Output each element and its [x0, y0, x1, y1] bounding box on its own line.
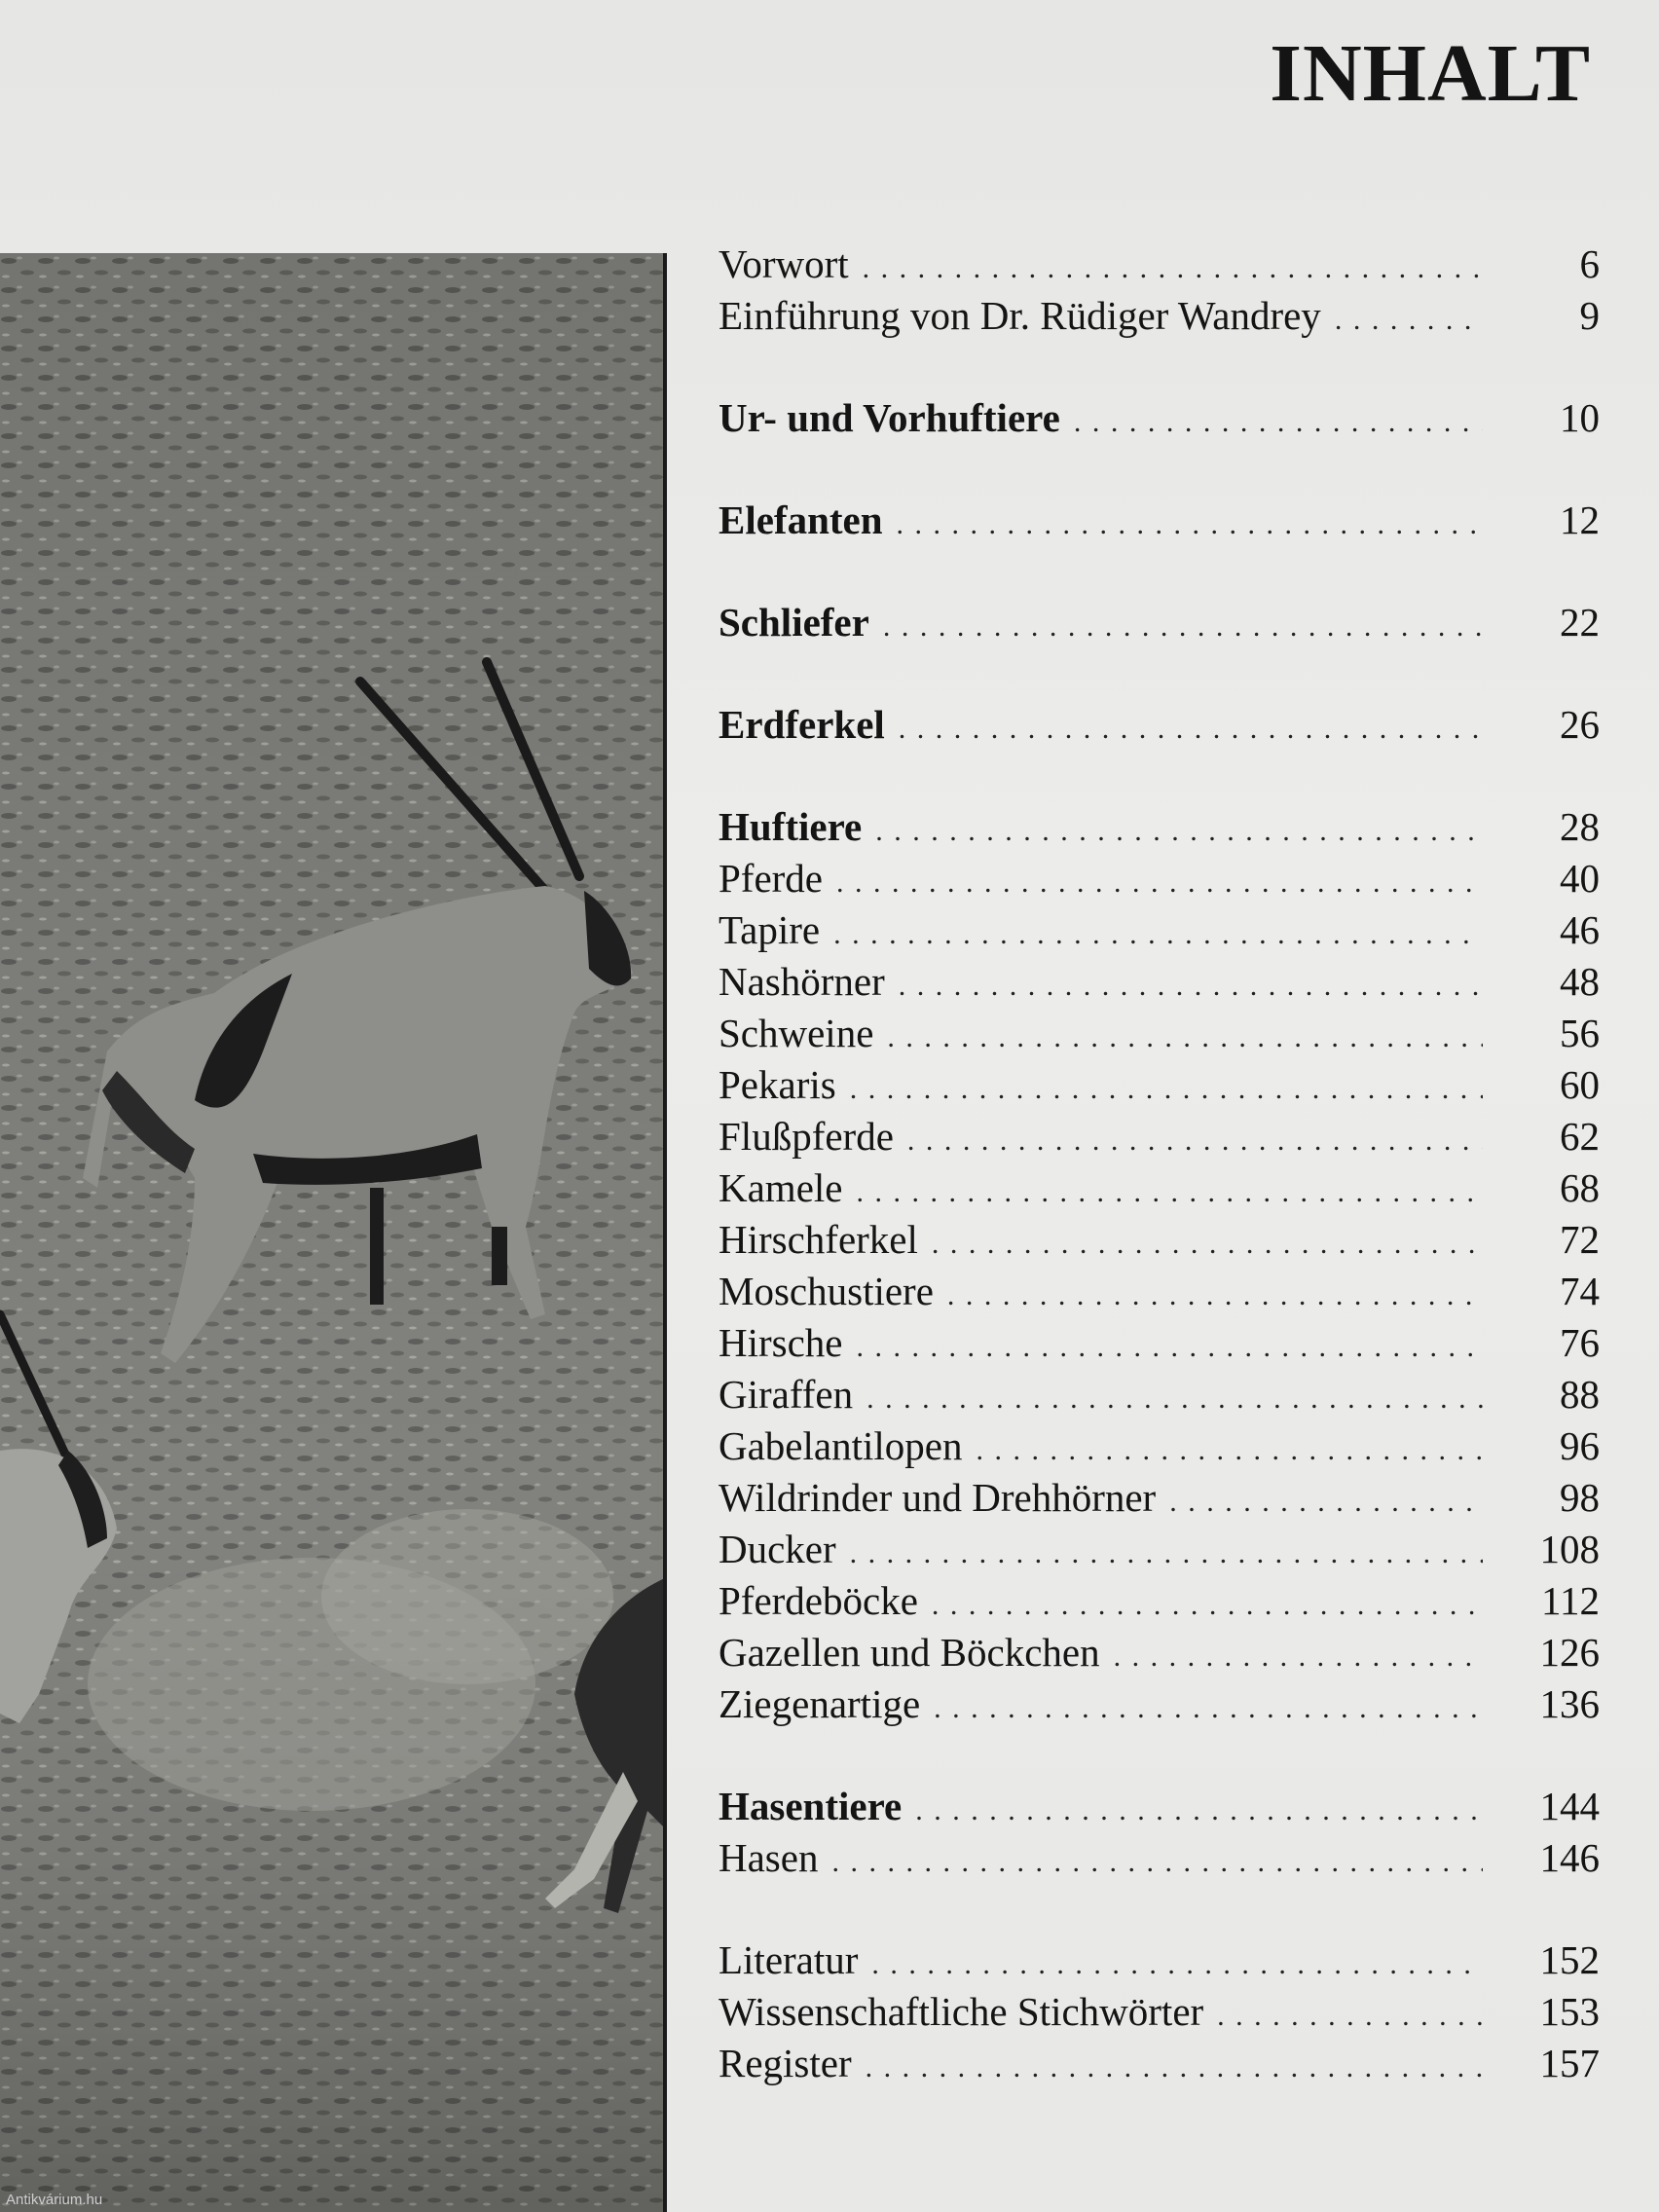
toc-entry-label: Pferdeböcke — [719, 1578, 918, 1623]
toc-entry-label: Huftiere — [719, 804, 863, 849]
toc-entry — [719, 290, 1600, 342]
toc-dot-leader — [907, 1115, 1483, 1166]
toc-section-entry — [719, 1781, 1600, 1832]
toc-entry-label: Ur- und Vorhuftiere — [719, 395, 1060, 440]
toc-page-number: 68 — [1560, 1165, 1600, 1210]
toc-section-entry — [719, 495, 1600, 546]
toc-page-number: 62 — [1560, 1114, 1600, 1159]
toc-page-number: 157 — [1539, 2041, 1600, 2085]
toc-group-gap — [719, 1730, 1600, 1781]
toc-dot-leader — [932, 1218, 1483, 1270]
toc-entry — [719, 853, 1600, 904]
toc-page-number: 144 — [1539, 1784, 1600, 1828]
toc-page-number: 60 — [1560, 1062, 1600, 1107]
toc-entry — [719, 1524, 1600, 1575]
toc-entry — [719, 1059, 1600, 1111]
toc-dot-leader — [866, 1373, 1483, 1424]
toc-dot-leader — [850, 1528, 1483, 1579]
toc-entry-label: Pferde — [719, 856, 824, 901]
toc-page-number: 74 — [1560, 1269, 1600, 1313]
toc-entry — [719, 1162, 1600, 1214]
toc-dot-leader — [857, 1321, 1483, 1373]
toc-entry — [719, 1369, 1600, 1420]
toc-dot-leader — [871, 1938, 1483, 1990]
toc-dot-leader — [976, 1424, 1483, 1476]
toc-dot-leader — [836, 857, 1483, 908]
toc-entry — [719, 1317, 1600, 1369]
toc-group-gap — [719, 444, 1600, 495]
toc-entry-label: Erdferkel — [719, 702, 885, 747]
toc-entry-label: Gazellen und Böckchen — [719, 1630, 1100, 1675]
toc-entry-label: Pekaris — [719, 1062, 836, 1107]
toc-entry-label: Einführung von Dr. Rüdiger Wandrey — [719, 293, 1321, 338]
toc-page-number: 76 — [1560, 1320, 1600, 1365]
toc-dot-leader — [850, 1063, 1483, 1115]
toc-dot-leader — [899, 703, 1483, 755]
toc-page-number: 112 — [1541, 1578, 1600, 1623]
toc-dot-leader — [863, 242, 1483, 294]
toc-page-number: 22 — [1560, 600, 1600, 645]
toc-entry-label: Elefanten — [719, 498, 883, 542]
toc-entry-label: Register — [719, 2041, 852, 2085]
toc-dot-leader — [899, 960, 1483, 1012]
toc-group-gap — [719, 342, 1600, 392]
toc-entry — [719, 1266, 1600, 1317]
toc-page-number: 136 — [1539, 1681, 1600, 1726]
toc-dot-leader — [932, 1579, 1483, 1631]
toc-entry-label: Vorwort — [719, 241, 849, 286]
toc-section-entry — [719, 392, 1600, 444]
toc-page-number: 126 — [1539, 1630, 1600, 1675]
toc-entry — [719, 1986, 1600, 2038]
toc-page-number: 152 — [1539, 1937, 1600, 1982]
toc-page-number: 26 — [1560, 702, 1600, 747]
toc-page-number: 56 — [1560, 1011, 1600, 1055]
toc-entry-label: Hirsche — [719, 1320, 843, 1365]
toc-dot-leader — [915, 1785, 1483, 1836]
toc-entry — [719, 1420, 1600, 1472]
toc-dot-leader — [856, 1166, 1483, 1218]
toc-dot-leader — [947, 1270, 1483, 1321]
toc-group-gap — [719, 1884, 1600, 1935]
toc-entry-label: Moschustiere — [719, 1269, 934, 1313]
toc-entry — [719, 1935, 1600, 1986]
toc-page-number: 48 — [1560, 959, 1600, 1004]
toc-entry-label: Schweine — [719, 1011, 874, 1055]
toc-page-number: 40 — [1560, 856, 1600, 901]
toc-page-number: 10 — [1560, 395, 1600, 440]
toc-entry — [719, 1575, 1600, 1627]
toc-dot-leader — [883, 601, 1483, 652]
toc-entry-label: Nashörner — [719, 959, 885, 1004]
toc-entry — [719, 904, 1600, 956]
toc-dot-leader — [866, 2042, 1483, 2093]
toc-entry-label: Hasentiere — [719, 1784, 903, 1828]
toc-dot-leader — [1335, 294, 1483, 346]
oryx-photo — [0, 253, 667, 2212]
toc-entry-label: Literatur — [719, 1937, 859, 1982]
toc-entry-label: Flußpferde — [719, 1114, 894, 1159]
toc-page-number: 88 — [1560, 1372, 1600, 1417]
toc-entry-label: Hasen — [719, 1835, 819, 1880]
watermark: Antikvárium.hu — [6, 2192, 103, 2208]
toc-group-gap — [719, 546, 1600, 597]
toc-entry-label: Ziegenartige — [719, 1681, 921, 1726]
toc-dot-leader — [1217, 1990, 1483, 2042]
toc-page-number: 9 — [1579, 293, 1600, 338]
toc-entry-label: Wissenschaftliche Stichwörter — [719, 1989, 1204, 2034]
toc-section-entry — [719, 597, 1600, 648]
toc-entry-label: Hirschferkel — [719, 1217, 918, 1262]
toc-entry — [719, 1214, 1600, 1266]
toc-dot-leader — [1169, 1476, 1483, 1528]
toc-dot-leader — [934, 1682, 1483, 1734]
toc-page-number: 12 — [1560, 498, 1600, 542]
toc-entry-label: Tapire — [719, 907, 821, 952]
toc-entry-label: Wildrinder und Drehhörner — [719, 1475, 1157, 1520]
toc-entry-label: Kamele — [719, 1165, 843, 1210]
toc-entry-label: Gabelantilopen — [719, 1423, 963, 1468]
toc-entry — [719, 1111, 1600, 1162]
toc-group-gap — [719, 648, 1600, 699]
toc-page-number: 46 — [1560, 907, 1600, 952]
toc-entry — [719, 1832, 1600, 1884]
toc-dot-leader — [833, 908, 1483, 960]
oryx-photo-illustration — [0, 253, 667, 2212]
toc-dot-leader — [887, 1012, 1483, 1063]
toc-entry — [719, 239, 1600, 290]
toc-entry — [719, 1472, 1600, 1524]
toc-entry-label: Giraffen — [719, 1372, 854, 1417]
toc-entry-label: Schliefer — [719, 600, 869, 645]
toc-entry — [719, 2038, 1600, 2089]
toc-dot-leader — [1114, 1631, 1483, 1682]
toc-page-number: 146 — [1539, 1835, 1600, 1880]
toc-dot-leader — [875, 805, 1483, 857]
toc-entry — [719, 1678, 1600, 1730]
toc-page-number: 28 — [1560, 804, 1600, 849]
toc-entry — [719, 956, 1600, 1008]
toc-group-gap — [719, 751, 1600, 801]
toc-section-entry — [719, 801, 1600, 853]
toc-entry — [719, 1627, 1600, 1678]
toc-page-number: 108 — [1539, 1527, 1600, 1571]
toc-section-entry — [719, 699, 1600, 751]
toc-entry — [719, 1008, 1600, 1059]
page-title: INHALT — [1270, 28, 1591, 119]
toc-page-number: 72 — [1560, 1217, 1600, 1262]
toc-page-number: 96 — [1560, 1423, 1600, 1468]
toc-dot-leader — [1074, 396, 1483, 448]
table-of-contents — [719, 239, 1600, 2089]
toc-dot-leader — [831, 1836, 1483, 1888]
toc-entry-label: Ducker — [719, 1527, 836, 1571]
toc-dot-leader — [897, 498, 1483, 550]
toc-page-number: 98 — [1560, 1475, 1600, 1520]
toc-page-number: 6 — [1579, 241, 1600, 286]
toc-page-number: 153 — [1539, 1989, 1600, 2034]
